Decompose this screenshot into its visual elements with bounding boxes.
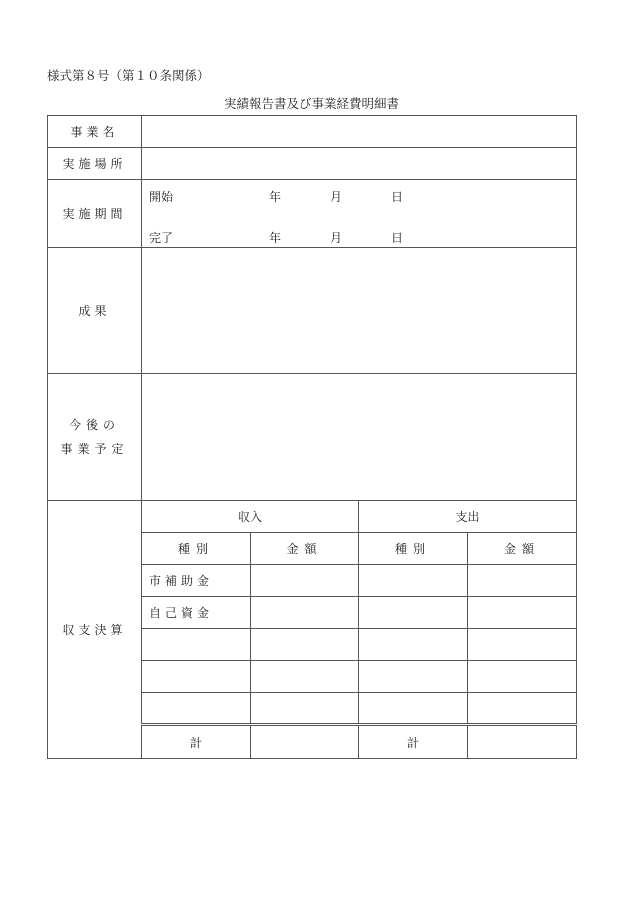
row-period: [48, 180, 577, 248]
future-plan-line1: 今後の: [68, 418, 120, 432]
row-business-name: [48, 116, 577, 148]
expense-amount-cell[interactable]: [468, 629, 577, 661]
income-amount-cell[interactable]: [251, 661, 359, 693]
income-type-cell[interactable]: [142, 693, 251, 725]
expense-type-cell[interactable]: [359, 661, 468, 693]
business-name-label: 事業名: [48, 116, 142, 148]
period-end-label: 完了: [149, 230, 174, 245]
income-type-header: 種別: [142, 533, 251, 565]
period-start-label: 開始: [149, 189, 174, 204]
document-title: 実績報告書及び事業経費明細書: [223, 96, 399, 111]
row-future-plan: [48, 374, 577, 501]
expense-type-cell[interactable]: [359, 565, 468, 597]
future-plan-line2: 事業予定: [60, 442, 129, 456]
period-label: 実施期間: [48, 180, 142, 248]
income-amount-cell[interactable]: [251, 565, 359, 597]
expense-type-cell[interactable]: [359, 693, 468, 725]
period-end-year: 年: [269, 230, 282, 245]
expense-type-cell[interactable]: [359, 629, 468, 661]
expense-header: 支出: [359, 501, 577, 533]
form-number: 様式第８号（第１０条関係）: [47, 68, 210, 83]
income-total-amount[interactable]: [251, 725, 359, 759]
expense-amount-cell[interactable]: [468, 693, 577, 725]
income-amount-header: 金額: [251, 533, 359, 565]
expense-total-label: 計: [359, 725, 468, 759]
row-results: [48, 248, 577, 374]
future-plan-field[interactable]: [142, 374, 577, 501]
location-field[interactable]: [142, 148, 577, 180]
income-type-cell[interactable]: 自己資金: [142, 597, 251, 629]
income-amount-cell[interactable]: [251, 693, 359, 725]
period-end-line: [149, 229, 576, 243]
expense-type-header: 種別: [359, 533, 468, 565]
expense-type-cell[interactable]: [359, 597, 468, 629]
business-name-field[interactable]: [142, 116, 577, 148]
income-type-cell[interactable]: [142, 661, 251, 693]
expense-amount-header: 金額: [468, 533, 577, 565]
results-field[interactable]: [142, 248, 577, 374]
expense-total-amount[interactable]: [468, 725, 577, 759]
expense-amount-cell[interactable]: [468, 597, 577, 629]
report-form-table: [47, 115, 577, 759]
budget-header-row: [48, 501, 577, 533]
period-end-month: 月: [330, 230, 343, 245]
period-start-line: [149, 188, 576, 202]
expense-amount-cell[interactable]: [468, 565, 577, 597]
period-field[interactable]: [142, 180, 577, 248]
income-amount-cell[interactable]: [251, 629, 359, 661]
period-start-month: 月: [330, 189, 343, 204]
results-label: 成果: [48, 248, 142, 374]
location-label: 実施場所: [48, 148, 142, 180]
row-location: [48, 148, 577, 180]
period-start-year: 年: [269, 189, 282, 204]
period-end-day: 日: [391, 230, 404, 245]
budget-label: 収支決算: [48, 501, 142, 759]
income-total-label: 計: [142, 725, 251, 759]
income-type-cell[interactable]: 市補助金: [142, 565, 251, 597]
income-header: 収入: [142, 501, 359, 533]
period-start-day: 日: [391, 189, 404, 204]
income-type-cell[interactable]: [142, 629, 251, 661]
expense-amount-cell[interactable]: [468, 661, 577, 693]
future-plan-label: [48, 374, 142, 501]
income-amount-cell[interactable]: [251, 597, 359, 629]
